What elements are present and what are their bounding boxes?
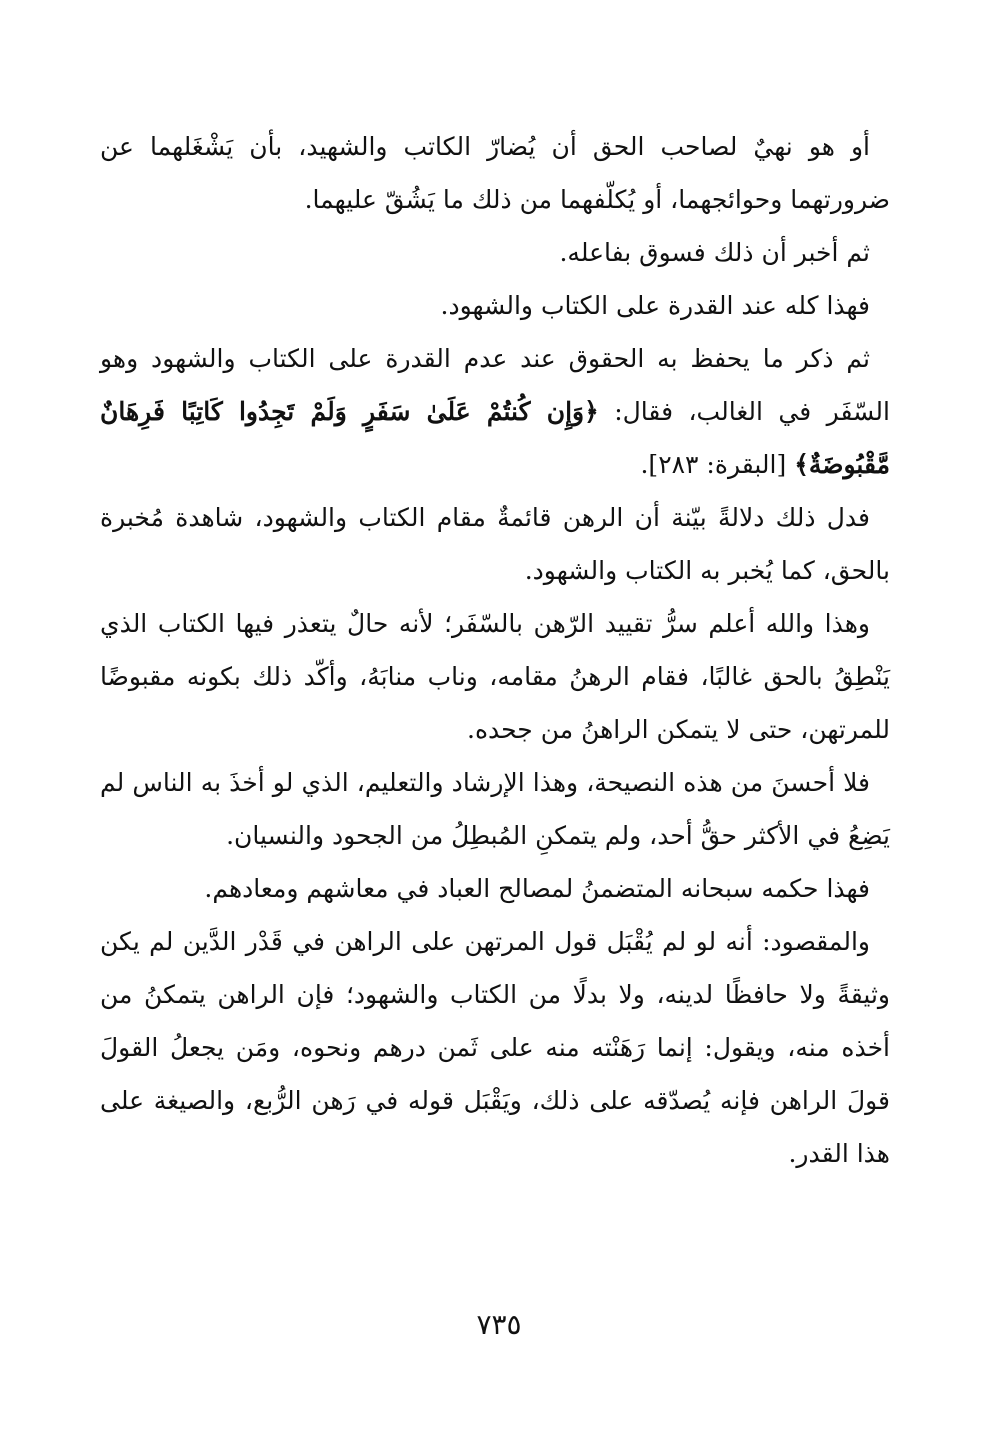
paragraph-5: فدل ذلك دلالةً بيّنة أن الرهن قائمةٌ مقام الكتاب والشهود، شاهدة مُخبرة بالحق، كما يُخبر به الكتاب والشهود. xyxy=(100,503,890,585)
page-number: ٧٣٥ xyxy=(476,1308,522,1341)
paragraph-7: فلا أحسنَ من هذه النصيحة، وهذا الإرشاد والتعليم، الذي لو أخذَ به الناس لم يَضِعُ في الأكثر حقُّ أحد، ولم يتمكنِ المُبطِلُ من الجحود والنسيان. xyxy=(100,768,890,850)
paragraph-4-text: ثم ذكر ما يحفظ به الحقوق عند عدم القدرة على الكتاب والشهود وهو السّفَر في الغالب، فقال: xyxy=(100,344,890,426)
paragraph-4 xyxy=(100,332,890,491)
paragraph-1: أو هو نهيٌ لصاحب الحق أن يُضارّ الكاتب والشهيد، بأن يَشْغَلهما عن ضرورتهما وحوائجهما، أو يُكلّفهما من ذلك ما يَشُقّ عليهما. xyxy=(100,132,890,214)
quran-reference: [البقرة: ٢٨٣]. xyxy=(640,450,787,479)
paragraph-8: فهذا حكمه سبحانه المتضمنُ لمصالح العباد في معاشهم ومعادهم. xyxy=(204,874,870,903)
paragraph-2: ثم أخبر أن ذلك فسوق بفاعله. xyxy=(559,238,870,267)
paragraph-3: فهذا كله عند القدرة على الكتاب والشهود. xyxy=(440,291,870,320)
body-text xyxy=(100,120,890,1180)
paragraph-9: والمقصود: أنه لو لم يُقْبَل قول المرتهن على الراهن في قَدْر الدَّين لم يكن وثيقةً ولا حافظًا لدينه، ولا بدلًا من الكتاب والشهود؛ فإن الراهن يتمكنُ من أخذه منه، ويقول: إنما رَهَنْته منه على ثَمن درهم ونحوه، ومَن يجعلُ القولَ قولَ الراهن فإنه يُصدّقه على ذلك، ويَقْبَل قوله في رَهن الرُّبع، والصيغة على هذا القدر. xyxy=(100,927,890,1168)
paragraph-6: وهذا والله أعلم سرُّ تقييد الرّهن بالسّفَر؛ لأنه حالٌ يتعذر فيها الكتاب الذي يَنْطِقُ بالحق غالبًا، فقام الرهنُ مقامه، وناب منابَهُ، وأكّد ذلك بكونه مقبوضًا للمرتهن، حتى لا يتمكن الراهنُ من جحده. xyxy=(100,609,890,744)
quran-verse: ﴿وَإِن كُنتُمْ عَلَىٰ سَفَرٍ وَلَمْ تَجِدُوا كَاتِبًا فَرِهَانٌ مَّقْبُوضَةٌ﴾ xyxy=(100,397,890,479)
